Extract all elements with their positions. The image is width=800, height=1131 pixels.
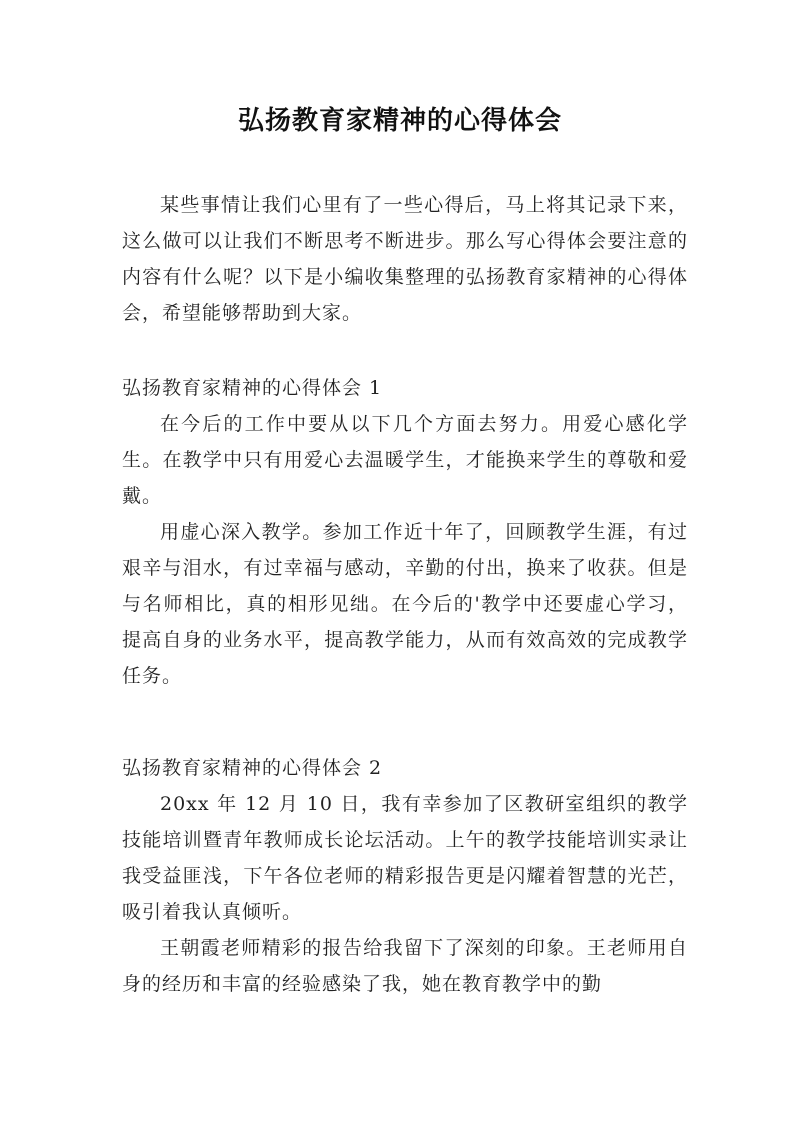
section-1-paragraph-1: 在今后的工作中要从以下几个方面去努力。用爱心感化学生。在教学中只有用爱心去温暖学生，才能换来学生的尊敬和爱戴。 bbox=[122, 413, 688, 507]
section-1-paragraph-2: 用虚心深入教学。参加工作近十年了，回顾教学生涯，有过艰辛与泪水，有过幸福与感动，辛勤的付出，换来了收获。但是与名师相比，真的相形见绌。在今后的'教学中还要虚心学习，提高自身的业务水平，提高教学能力，从而有效高效的完成教学任务。 bbox=[122, 521, 688, 687]
section-2-heading: 弘扬教育家精神的心得体会 2 bbox=[122, 757, 383, 779]
intro-paragraph: 某些事情让我们心里有了一些心得后，马上将其记录下来，这么做可以让我们不断思考不断进步。那么写心得体会要注意的内容有什么呢？以下是小编收集整理的弘扬教育家精神的心得体会，希望能够帮助到大家。 bbox=[122, 194, 688, 324]
section-2-paragraph-2: 王朝霞老师精彩的报告给我留下了深刻的印象。王老师用自身的经历和丰富的经验感染了我，她在教育教学中的勤 bbox=[122, 937, 688, 995]
section-1-heading: 弘扬教育家精神的心得体会 1 bbox=[122, 377, 383, 399]
section-2 bbox=[122, 750, 688, 1002]
section-2-paragraph-1: 20xx 年 12 月 10 日，我有幸参加了区教研室组织的教学技能培训暨青年教师成长论坛活动。上午的教学技能培训实录让我受益匪浅，下午各位老师的精彩报告更是闪耀着智慧的光芒，吸引着我认真倾听。 bbox=[122, 793, 688, 923]
document-title: 弘扬教育家精神的心得体会 bbox=[237, 106, 562, 136]
section-1 bbox=[122, 370, 688, 694]
intro-block bbox=[122, 187, 688, 331]
